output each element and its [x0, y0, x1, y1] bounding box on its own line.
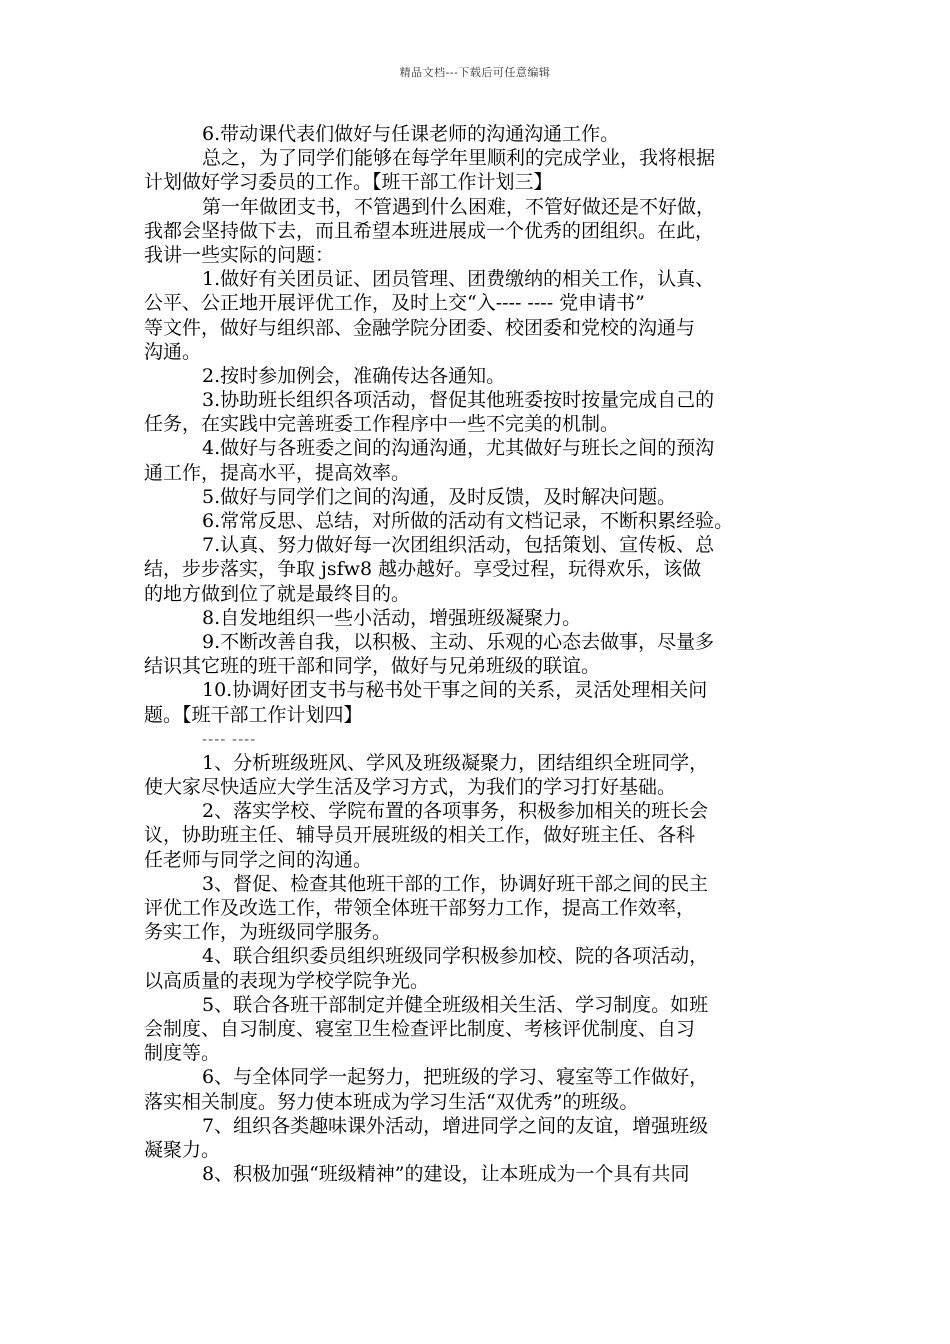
text-line: 落实相关制度。努力使本班成为学习生活“双优秀”的班级。 [144, 1090, 639, 1113]
text-line: 6.常常反思、总结，对所做的活动有文档记录，不断积累经验。 [202, 510, 734, 532]
page-header: 精品文档---下载后可任意编辑 [399, 66, 551, 79]
text-line: 会制度、自习制度、寝室卫生检查评比制度、考核评优制度、自习 [144, 1017, 696, 1040]
text-line: 4、联合组织委员组织班级同学积极参加校、院的各项活动， [202, 945, 709, 968]
text-line: 任老师与同学之间的沟通。 [144, 848, 373, 871]
text-line: 务实工作，为班级同学服务。 [144, 921, 392, 944]
text-line: 9.不断改善自我，以积极、主动、乐观的心态去做事，尽量多 [202, 630, 715, 653]
text-line: 我讲一些实际的问题： [144, 243, 335, 266]
text-line: 的地方做到位了就是最终目的。 [144, 582, 411, 605]
text-line: 等文件，做好与组织部、金融学院分团委、校团委和党校的沟通与 [144, 316, 696, 339]
text-line: 总之，为了同学们能够在每学年里顺利的完成学业，我将根据 [202, 147, 716, 170]
text-line: 5.做好与同学们之间的沟通，及时反馈，及时解决问题。 [202, 485, 677, 508]
text-line: 3、督促、检查其他班干部的工作，协调好班干部之间的民主 [202, 872, 709, 895]
text-line: 制度等。 [144, 1042, 221, 1065]
text-line: 以高质量的表现为学校学院争光。 [144, 969, 430, 992]
text-line: 8、积极加强“班级精神”的建设，让本班成为一个具有共同 [202, 1163, 690, 1186]
text-line: 我都会坚持做下去，而且希望本班进展成一个优秀的团组织。在此， [144, 219, 715, 242]
text-line: 2、落实学校、学院布置的各项事务，积极参加相关的班长会 [202, 800, 709, 823]
text-line: 沟通。 [144, 340, 202, 363]
text-line: 2.按时参加例会，准确传达各通知。 [202, 364, 506, 387]
document-body [144, 122, 812, 1186]
text-line: 10.协调好团支书与秘书处干事之间的关系，灵活处理相关问 [202, 679, 708, 702]
text-line: 4.做好与各班委之间的沟通沟通，尤其做好与班长之间的预沟 [202, 437, 715, 460]
text-line: 计划做好学习委员的工作。【班干部工作计划三】 [144, 171, 553, 194]
text-line: 评优工作及改选工作，带领全体班干部努力工作，提高工作效率， [144, 897, 696, 919]
text-line: 结，步步落实，争取 jsfw8 越办越好。享受过程，玩得欢乐，该做 [144, 558, 702, 581]
text-line: 凝聚力。 [144, 1138, 221, 1161]
text-line: 使大家尽快适应大学生活及学习方式，为我们的学习打好基础。 [144, 776, 677, 799]
text-line: 1、分析班级班风、学风及班级凝聚力，团结组织全班同学， [202, 751, 709, 774]
text-line: 任务，在实践中完善班委工作程序中一些不完美的机制。 [144, 413, 620, 436]
text-line: 议，协助班主任、辅导员开展班级的相关工作，做好班主任、各科 [144, 824, 696, 847]
text-line: 6、与全体同学一起努力，把班级的学习、寝室等工作做好， [202, 1066, 709, 1089]
text-line: 5、联合各班干部制定并健全班级相关生活、学习制度。如班 [202, 993, 709, 1016]
text-line: 第一年做团支书，不管遇到什么困难，不管好做还是不好做， [202, 195, 716, 218]
text-line: 3.协助班长组织各项活动，督促其他班委按时按量完成自己的 [202, 389, 715, 412]
text-line: 8.自发地组织一些小活动，增强班级凝聚力。 [202, 606, 582, 629]
text-line: 7.认真、努力做好每一次团组织活动，包括策划、宣传板、总 [202, 534, 715, 557]
text-line: 公平、公正地开展评优工作，及时上交“入---- ---- 党申请书” [144, 292, 645, 315]
text-line: 6.带动课代表们做好与任课老师的沟通沟通工作。 [202, 123, 620, 145]
text-line: 1.做好有关团员证、团员管理、团费缴纳的相关工作，认真、 [202, 268, 715, 291]
text-line: 题。【班干部工作计划四】 [144, 703, 363, 726]
text-line: 结识其它班的班干部和同学，做好与兄弟班级的联谊。 [144, 655, 601, 678]
text-line: 7、组织各类趣味课外活动，增进同学之间的友谊，增强班级 [202, 1114, 709, 1137]
separator-line: ---- ---- [202, 729, 257, 748]
text-line: 通工作，提高水平，提高效率。 [144, 461, 411, 484]
